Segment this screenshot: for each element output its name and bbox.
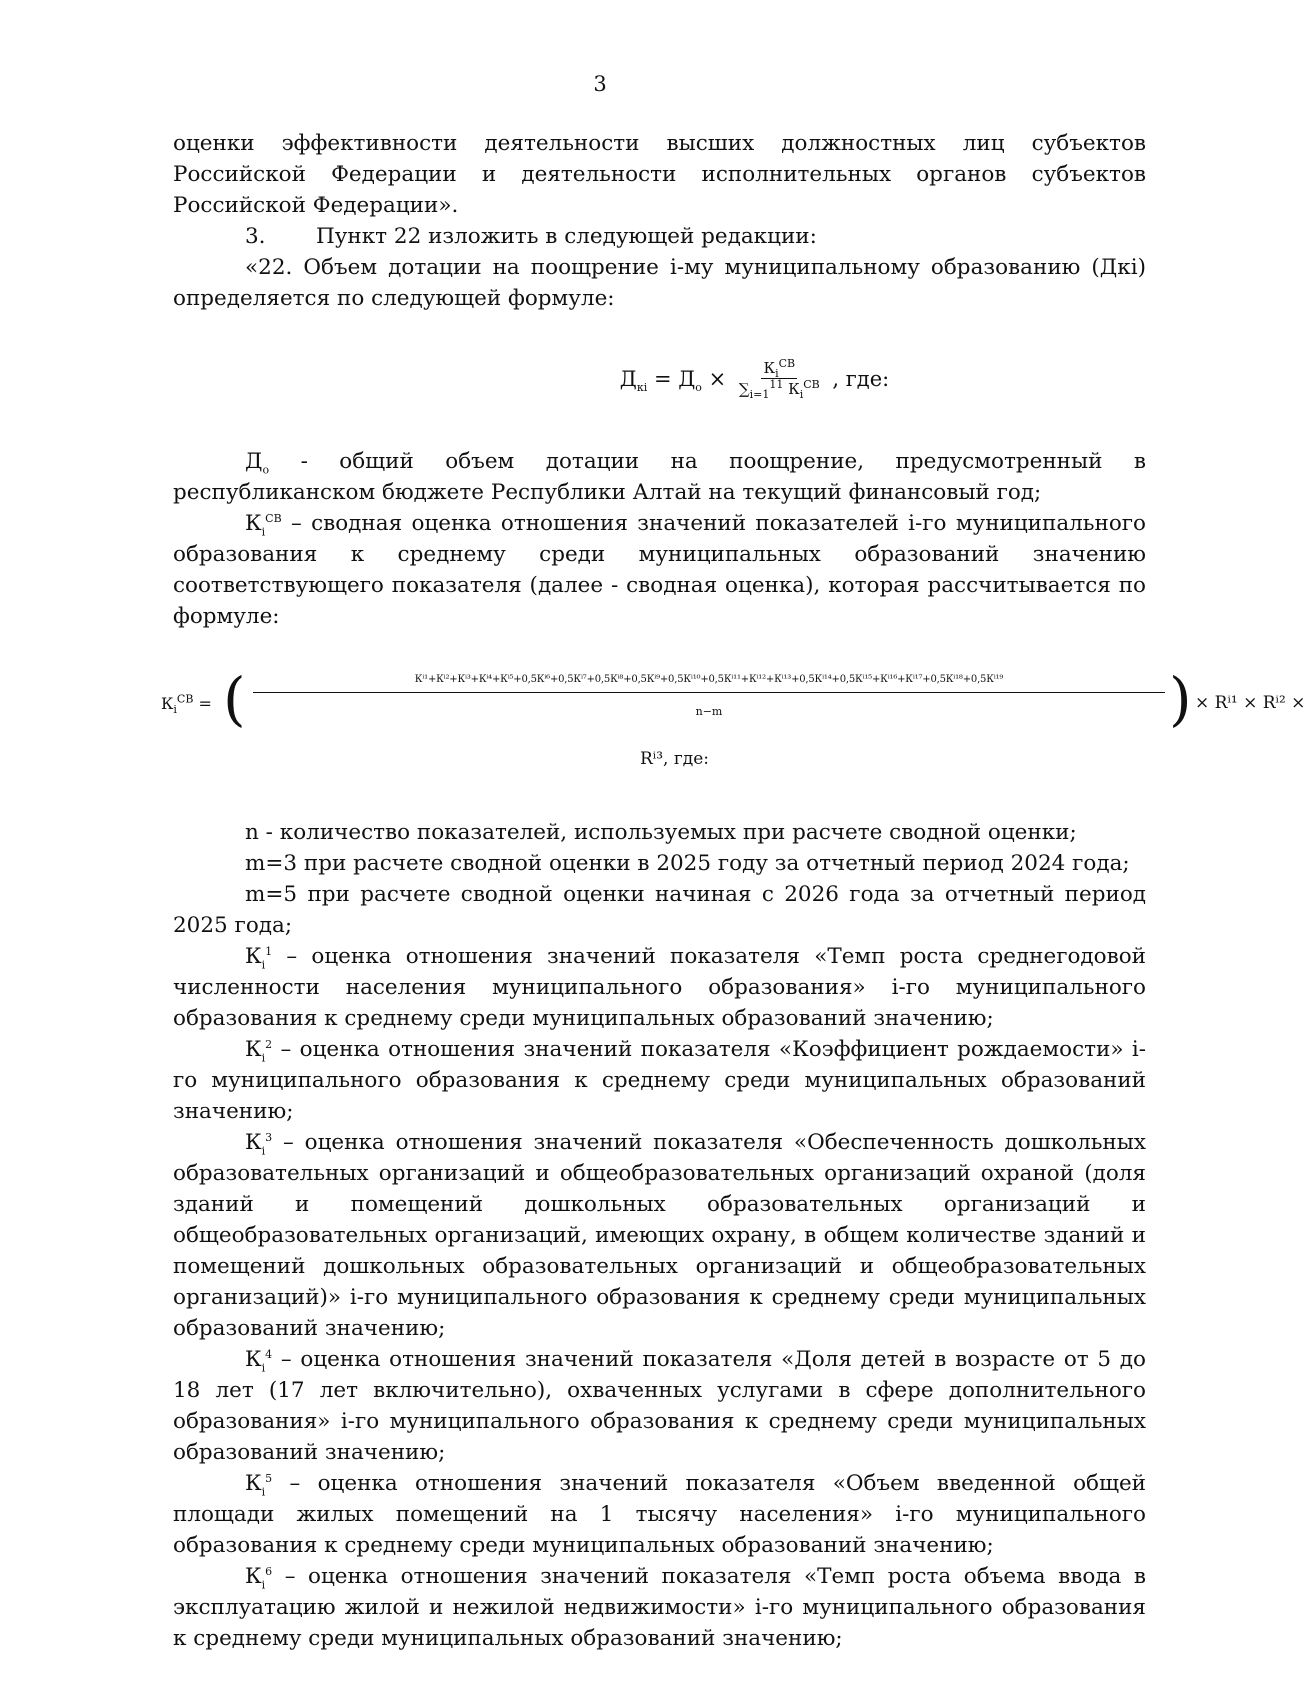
formula-times: ×: [701, 366, 733, 391]
fraction-denominator: $\sum_{i=1}^{11}$ $К_i^{СВ}$: [738, 378, 820, 401]
paragraph-item-3: [173, 221, 1146, 252]
formula2-left-paren: (: [223, 665, 246, 733]
definition-k1: $К_i^1$ – оценка отношения значений показателя «Темп роста среднегодовой численности населения муниципального образования» i-го муниципального образования к среднему среди муниципальных образований значению;: [173, 944, 1146, 1031]
formula-eq: =: [647, 366, 679, 391]
k6-symbol: $К_i^6$: [245, 1564, 273, 1592]
fraction-numerator: $К_i^{СВ}$: [763, 357, 796, 380]
formula2-denominator: n−m: [695, 705, 723, 718]
item-text: Пункт 22 изложить в следующей редакции:: [316, 224, 817, 249]
k4-symbol: $К_i^4$: [245, 1347, 273, 1375]
k3-symbol: $К_i^3$: [245, 1130, 273, 1158]
definition-k2: $К_i^2$ – оценка отношения значений показателя «Коэффициент рождаемости» i-го муниципального образования к среднему среди муниципальных образований значению;: [173, 1037, 1146, 1124]
definition-k3: $К_i^3$ – оценка отношения значений показателя «Обеспеченность дошкольных образовательных организаций и общеобразовательных организаций охраной (доля зданий и помещений дошкольных образовательных организаций и общеобразовательных организаций, имеющих охрану, в общем количестве зданий и помещений дошкольных образовательных организаций и общеобразовательных организаций)» i-го муниципального образования к среднему среди муниципальных образований значению;: [173, 1130, 1146, 1341]
paragraph-22: «22. Объем дотации на поощрение i-му муниципальному образованию (Дкi) определяется по следующей формуле:: [173, 255, 1146, 311]
formula2-rhs: × Rⁱ¹ × Rⁱ² ×: [1195, 693, 1305, 713]
definition-ksv: $К_i^{СВ}$ – сводная оценка отношения значений показателей i-го муниципального образования к среднему среди муниципальных образований значению соответствующего показателя (далее - сводная оценка), которая рассчитывается по формуле:: [173, 511, 1146, 629]
formula2-tail: Rⁱ³, где:: [639, 749, 709, 769]
formula-fraction: [739, 359, 820, 399]
definition-k6: $К_i^6$ – оценка отношения значений показателя «Темп роста объема ввода в эксплуатацию жилой и нежилой недвижимости» i-го муниципального образования к среднему среди муниципальных образований значению;: [173, 1564, 1146, 1651]
k1-symbol: $К_i^1$: [245, 944, 273, 972]
formula2-numerator: Кⁱ¹+Кⁱ²+Кⁱ³+Кⁱ⁴+Кⁱ⁵+0,5Кⁱ⁶+0,5Кⁱ⁷+0,5Кⁱ⁸+0,5Кⁱ⁹+0,5Кⁱ¹⁰+0,5Кⁱ¹¹+Кⁱ¹²+Кⁱ¹³+0,5Кⁱ¹⁴+0,5Кⁱ¹⁵+Кⁱ¹⁶+Кⁱ¹⁷+0,5Кⁱ¹⁸+0,5Кⁱ¹⁹: [253, 668, 1165, 693]
formula2-right-paren: ): [1169, 665, 1192, 733]
definition-n: n - количество показателей, используемых при расчете сводной оценки;: [245, 820, 1077, 845]
formula-tail: , где:: [825, 366, 890, 391]
formula2-lhs: $К_i^{СВ}$ =: [161, 692, 217, 717]
item-number: 3.: [245, 224, 266, 249]
definition-m-2026: m=5 при расчете сводной оценки начиная с 2026 года за отчетный период 2025 года;: [173, 882, 1146, 938]
definition-k5: $К_i^5$ – оценка отношения значений показателя «Объем введенной общей площади жилых помещений на 1 тысячу населения» i-го муниципального образования к среднему среди муниципальных образований значению;: [173, 1471, 1146, 1558]
k2-symbol: $К_i^2$: [245, 1037, 273, 1065]
formula-lhs: $Д_{кi}$: [619, 366, 648, 394]
formula-d0: $Д_о$: [678, 366, 702, 394]
paragraph-continuation: оценки эффективности деятельности высших должностных лиц субъектов Российской Федерации и деятельности исполнительных органов субъектов Российской Федерации».: [173, 131, 1146, 218]
definition-k4: $К_i^4$ – оценка отношения значений показателя «Доля детей в возрасте от 5 до 18 лет (17 лет включительно), охваченных услугами в сфере дополнительного образования» i-го муниципального образования к среднему среди муниципальных образований значению;: [173, 1347, 1146, 1465]
k-symbol: $К_i^{СВ}$: [245, 511, 282, 539]
definition-m-2025: m=3 при расчете сводной оценки в 2025 году за отчетный период 2024 года;: [245, 851, 1130, 876]
definition-d0: $Д_о$ - общий объем дотации на поощрение, предусмотренный в республиканском бюджете Республики Алтай на текущий финансовый год;: [173, 449, 1146, 505]
formula-composite-score: [161, 664, 1305, 744]
page-number: 3: [593, 72, 607, 96]
document-body: [161, 128, 1305, 1654]
k5-symbol: $К_i^5$: [245, 1471, 273, 1499]
formula-dotation: [173, 348, 1146, 410]
